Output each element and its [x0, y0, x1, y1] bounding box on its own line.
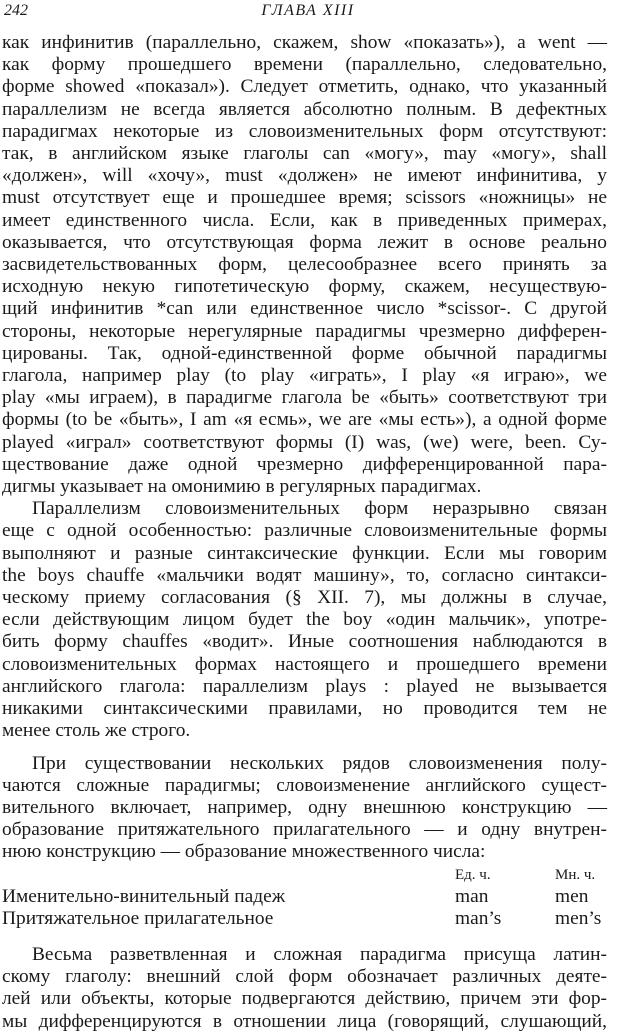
- plural-form: men’s: [555, 907, 602, 929]
- text-line: ществование даже одной чрезмерно дифференцированной пара-: [2, 453, 607, 475]
- text-line: played «играл» соответствуют формы (I) was, (we) were, been. Су-: [2, 431, 607, 453]
- page-header: [4, 2, 612, 24]
- text-line: исходную некую гипотетическую форму, скажем, несуществую-: [2, 276, 607, 298]
- row-label: Притяжательное прилагательное: [2, 907, 274, 929]
- text-line: вительного включает, например, одну внешнюю конструкцию —: [2, 796, 607, 818]
- text-line: дигмы указывает на омонимию в регулярных парадигмах.: [2, 476, 482, 498]
- text-line: Весьма разветвленная и сложная парадигма присуща латин-: [32, 944, 607, 966]
- text-line: При существовании нескольких рядов словоизменения полу-: [32, 752, 607, 774]
- text-line: имеет единственного числа. Если, как в приведенных примерах,: [2, 209, 607, 231]
- text-line: как инфинитив (параллельно, скажем, show «показать»), a went —: [2, 32, 607, 53]
- text-line: словоизменительных формах настоящего и прошедшего времени: [2, 653, 607, 675]
- text-line: щий инфинитив *can или единственное число *scissor-. С другой: [2, 298, 607, 320]
- text-line: еще с одной особенностью: различные словоизменительные формы: [2, 520, 607, 542]
- text-line: Параллелизм словоизменительных форм неразрывно связан: [32, 498, 607, 520]
- text-line: как форму прошедшего времени (параллельно, следовательно,: [2, 54, 607, 76]
- text-line: образование притяжательного прилагательного — и одну внутрен-: [2, 819, 607, 841]
- text-line: «должен», will «хочу», must «должен» не имеют инфинитива, у: [2, 165, 607, 187]
- singular-form: man: [455, 885, 489, 907]
- column-header-plural: Мн. ч.: [555, 866, 596, 883]
- text-line: лей или объекты, которые подвергаются действию, причем эти фор-: [2, 988, 607, 1010]
- text-line: формы (to be «быть», I am «я есмь», we are «мы есть»), а одной форме: [2, 409, 607, 431]
- text-line: оказывается, что отсутствующая форма лежит в основе реально: [2, 231, 607, 253]
- text-line: чаются сложные парадигмы; словоизменение английского сущест-: [2, 774, 607, 796]
- text-line: бить форму chauffes «водит». Иные соотношения наблюдаются в: [2, 631, 607, 653]
- text-line: must отсутствует еще и прошедшее время; scissors «ножницы» не: [2, 187, 607, 209]
- paragraph-gap: [2, 743, 607, 753]
- paragraph-4: [2, 944, 607, 1033]
- text-line: play «мы играем), в парадигме глагола be «быть» соответствуют три: [2, 387, 607, 409]
- text-line: менее столь же строго.: [2, 720, 191, 742]
- text-line: цированы. Так, одной-единственной форме обычной парадигмы: [2, 342, 607, 364]
- row-label: Именительно-винительный падеж: [2, 885, 286, 907]
- plural-form: men: [555, 885, 589, 907]
- table-row: [2, 886, 607, 908]
- body-text: [2, 32, 607, 1033]
- singular-form: man’s: [455, 907, 502, 929]
- page-number: 242: [4, 2, 28, 19]
- text-line: ческому приему согласования (§ XII. 7), мы должны в случае,: [2, 587, 607, 609]
- text-line: так, в английском языке глаголы can «могу», may «могу», shall: [2, 143, 607, 165]
- text-line: стороны, некоторые нерегулярные парадигмы чрезмерно дифферен-: [2, 320, 607, 342]
- column-header-singular: Ед. ч.: [455, 866, 491, 883]
- text-line: нюю конструкцию — образование множественного числа:: [2, 841, 486, 863]
- text-line: глагола, например play (to play «играть», I play «я играю», we: [2, 365, 607, 387]
- text-line: форме showed «показал»). Следует отметить, однако, что указанный: [2, 76, 607, 98]
- table-header-row: [2, 864, 607, 886]
- paragraph-gap: [2, 930, 607, 944]
- text-line: никакими синтаксическими правилами, но проводится тем не: [2, 698, 607, 720]
- text-line: засвидетельствованных форм, целесообразнее всего принять за: [2, 254, 607, 276]
- text-line: скому глаголу: внешний слой форм обозначает различных деяте-: [2, 966, 607, 988]
- text-line: выполняют и разные синтаксические функции. Если мы говорим: [2, 542, 607, 564]
- paragraph-1: [2, 32, 607, 498]
- text-line: параллелизм не всегда является абсолютно полным. В дефектных: [2, 98, 607, 120]
- paragraph-2: [2, 498, 607, 742]
- text-line: мы дифференцируются в отношении лица (говорящий, слушающий,: [2, 1010, 607, 1032]
- table-row: [2, 908, 607, 930]
- text-line: парадигмах некоторые из словоизменительных форм отсутствуют:: [2, 120, 607, 142]
- text-line: если действующим лицом будет the boy «один мальчик», употре-: [2, 609, 607, 631]
- running-head: ГЛАВА XIII: [261, 2, 355, 19]
- paragraph-3: [2, 753, 607, 864]
- paradigm-table: [2, 864, 607, 931]
- text-line: the boys chauffe «мальчики водят машину», то, согласно синтакси-: [2, 564, 607, 586]
- text-line: английского глагола: параллелизм plays : played не вызывается: [2, 675, 607, 697]
